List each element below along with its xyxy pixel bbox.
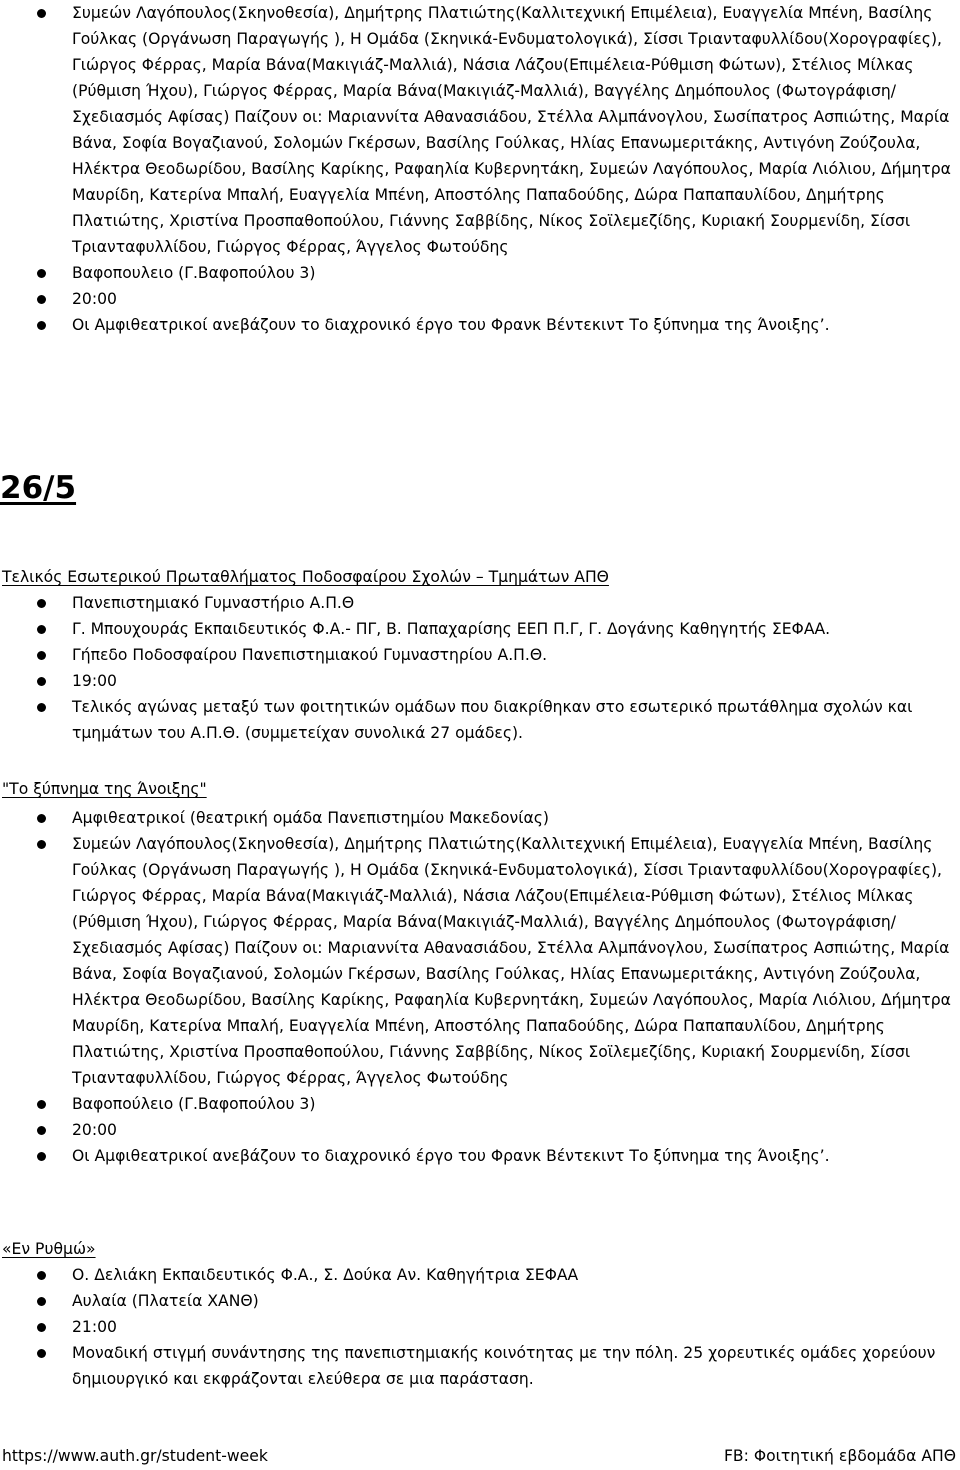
list-item: Βαφοπούλειο (Γ.Βαφοπούλου 3) xyxy=(0,1091,960,1117)
list-item: Συμεών Λαγόπουλος(Σκηνοθεσία), Δημήτρης Πλατιώτης(Καλλιτεχνική Επιμέλεια), Ευαγγελία Μπένη, Βασίλης Γούλκας (Οργάνωση Παραγωγής ), Η Ομάδα (Σκηνικά-Ενδυματολογικά), Σίσσι Τριανταφυλλίδου(Χορογραφίες), Γιώργος Φέρρας, Μαρία Βάνα(Μακιγιάζ-Μαλλιά), Νάσια Λάζου(Επιμέλεια-Ρύθμιση Φώτων), Στέλιος Μίλκας (Ρύθμιση Ήχου), Γιώργος Φέρρας, Μαρία Βάνα(Μακιγιάζ-Μαλλιά), Βαγγέλης Δημόπουλος (Φωτογράφιση/Σχεδιασμός Αφίσας) Παίζουν οι: Μαριαννίτα Αθανασιάδου, Στέλλα Αλμπάνογλου, Σωσίπατρος Ασπιώτης, Μαρία Βάνα, Σοφία Βογαζιανού, Σολομών Γκέρσων, Βασίλης Γούλκας, Ηλίας Επανωμεριτάκης, Αντιγόνη Ζούζουλα, Ηλέκτρα Θεοδωρίδου, Βασίλης Καρίκης, Ραφαηλία Κυβερνητάκη, Συμεών Λαγόπουλος, Μαρία Λιόλιου, Δήμητρα Μαυρίδη, Κατερίνα Μπαλή, Ευαγγελία Μπένη, Αποστόλης Παπαδούδης, Δώρα Παπαπαυλίδου, Δημήτρης Πλατιώτης, Χριστίνα Προσπαθοπούλου, Γιάννης Σαββίδης, Νίκος Σοϊλεμεζίδης, Κυριακή Σουρμενίδη, Σίσσι Τριανταφυλλίδου, Γιώργος Φέρρας, Άγγελος Φωτούδης xyxy=(0,831,960,1091)
event-title-football-final: Τελικός Εσωτερικού Πρωταθλήματος Ποδοσφαίρου Σχολών – Τμημάτων ΑΠΘ xyxy=(2,568,609,586)
list-item: Τελικός αγώνας μεταξύ των φοιτητικών ομάδων που διακρίθηκαν στο εσωτερικό πρωτάθλημα σχολών και τμημάτων του Α.Π.Θ. (συμμετείχαν συνολικά 27 ομάδες). xyxy=(0,694,960,746)
list-item: 20:00 xyxy=(0,286,960,312)
event-title-theatre: "Το ξύπνημα της Άνοιξης" xyxy=(2,780,207,798)
list-item: 21:00 xyxy=(0,1314,960,1340)
list-item: Πανεπιστημιακό Γυμναστήριο Α.Π.Θ xyxy=(0,590,960,616)
event-title-dance: «Εν Ρυθμώ» xyxy=(2,1240,96,1258)
list-item: Βαφοπουλειο (Γ.Βαφοπούλου 3) xyxy=(0,260,960,286)
list-item: Συμεών Λαγόπουλος(Σκηνοθεσία), Δημήτρης Πλατιώτης(Καλλιτεχνική Επιμέλεια), Ευαγγελία Μπένη, Βασίλης Γούλκας (Οργάνωση Παραγωγής ), Η Ομάδα (Σκηνικά-Ενδυματολογικά), Σίσσι Τριανταφυλλίδου(Χορογραφίες), Γιώργος Φέρρας, Μαρία Βάνα(Μακιγιάζ-Μαλλιά), Νάσια Λάζου(Επιμέλεια-Ρύθμιση Φώτων), Στέλιος Μίλκας (Ρύθμιση Ήχου), Γιώργος Φέρρας, Μαρία Βάνα(Μακιγιάζ-Μαλλιά), Βαγγέλης Δημόπουλος (Φωτογράφιση/Σχεδιασμός Αφίσας) Παίζουν οι: Μαριαννίτα Αθανασιάδου, Στέλλα Αλμπάνογλου, Σωσίπατρος Ασπιώτης, Μαρία Βάνα, Σοφία Βογαζιανού, Σολομών Γκέρσων, Βασίλης Γούλκας, Ηλίας Επανωμεριτάκης, Αντιγόνη Ζούζουλα, Ηλέκτρα Θεοδωρίδου, Βασίλης Καρίκης, Ραφαηλία Κυβερνητάκη, Συμεών Λαγόπουλος, Μαρία Λιόλιου, Δήμητρα Μαυρίδη, Κατερίνα Μπαλή, Ευαγγελία Μπένη, Αποστόλης Παπαδούδης, Δώρα Παπαπαυλίδου, Δημήτρης Πλατιώτης, Χριστίνα Προσπαθοπούλου, Γιάννης Σαββίδης, Νίκος Σοϊλεμεζίδης, Κυριακή Σουρμενίδη, Σίσσι Τριανταφυλλίδου, Γιώργος Φέρρας, Άγγελος Φωτούδης xyxy=(0,0,960,260)
football-final-details xyxy=(0,590,960,746)
list-item: Μοναδική στιγμή συνάντησης της πανεπιστημιακής κοινότητας με την πόλη. 25 χορευτικές ομάδες χορεύουν δημιουργικό και εκφράζονται ελεύθερα σε μια παράσταση. xyxy=(0,1340,960,1392)
date-heading: 26/5 xyxy=(0,470,77,506)
list-item: Γ. Μπουχουράς Εκπαιδευτικός Φ.Α.- ΠΓ, Β. Παπαχαρίσης ΕΕΠ Π.Γ, Γ. Δογάνης Καθηγητής ΣΕΦΑΑ. xyxy=(0,616,960,642)
list-item: 19:00 xyxy=(0,668,960,694)
footer-website-link[interactable]: https://www.auth.gr/student-week xyxy=(2,1447,268,1465)
list-item: Ο. Δελιάκη Εκπαιδευτικός Φ.Α., Σ. Δούκα Αν. Καθηγήτρια ΣΕΦΑΑ xyxy=(0,1262,960,1288)
theatre-details xyxy=(0,805,960,1169)
continued-event-list xyxy=(0,0,960,338)
dance-details xyxy=(0,1262,960,1392)
footer-facebook-text: FB: Φοιτητική εβδομάδα ΑΠΘ xyxy=(723,1447,956,1465)
list-item: Αμφιθεατρικοί (θεατρική ομάδα Πανεπιστημίου Μακεδονίας) xyxy=(0,805,960,831)
list-item: Αυλαία (Πλατεία ΧΑΝΘ) xyxy=(0,1288,960,1314)
list-item: Οι Αμφιθεατρικοί ανεβάζουν το διαχρονικό έργο του Φρανκ Βέντεκιντ Το ξύπνημα της Άνοιξης’. xyxy=(0,1143,960,1169)
list-item: Οι Αμφιθεατρικοί ανεβάζουν το διαχρονικό έργο του Φρανκ Βέντεκιντ Το ξύπνημα της Άνοιξης’. xyxy=(0,312,960,338)
list-item: Γήπεδο Ποδοσφαίρου Πανεπιστημιακού Γυμναστηρίου Α.Π.Θ. xyxy=(0,642,960,668)
list-item: 20:00 xyxy=(0,1117,960,1143)
